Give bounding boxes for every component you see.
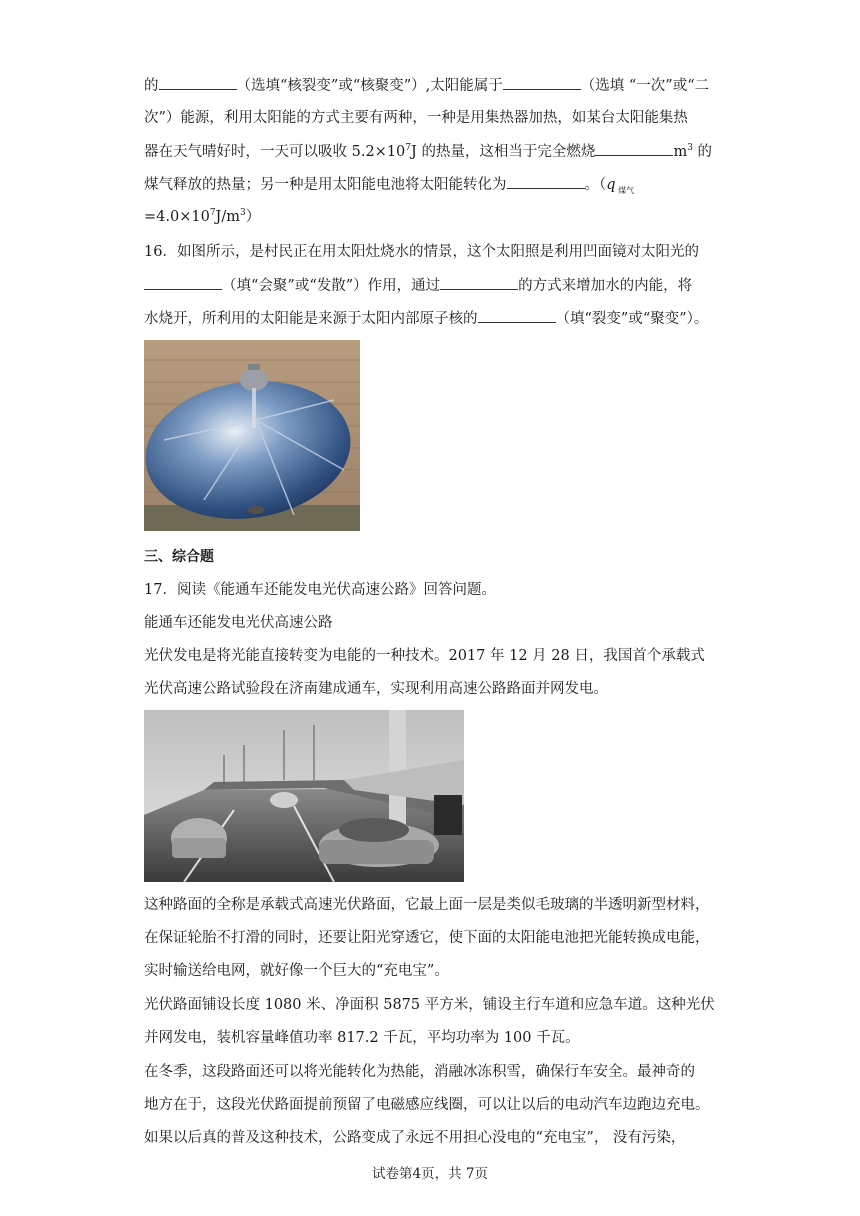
article-text: 光伏高速公路试验段在济南建成通车，实现利用高速公路路面并网发电。 [144, 681, 608, 697]
subscript: 煤气 [615, 185, 635, 195]
q15-text: J/m [215, 209, 240, 225]
answer-blank[interactable] [440, 275, 518, 290]
article-para-3-line-2 [144, 1028, 580, 1048]
q15-text: ） [245, 209, 261, 225]
q16-text: （填“裂变”或“聚变”）。 [555, 311, 709, 327]
article-para-2-line-2 [144, 928, 710, 948]
solar-highway-photo [144, 710, 464, 882]
q16-text: （填“会聚”或“发散”）作用，通过 [222, 278, 441, 294]
solar-highway-illustration [144, 710, 464, 882]
q15-text: 的 [144, 78, 159, 94]
exponent: 7 [405, 143, 412, 154]
article-para-1-line-1 [144, 646, 705, 666]
page-number: 试卷第4页，共 7页 [372, 1166, 488, 1182]
q17-text: 17．阅读《能通车还能发电光伏高速公路》回答问题。 [144, 582, 496, 598]
q15-text: m [673, 144, 688, 160]
article-text: 在冬季，这段路面还可以将光能转化为热能，消融冰冻积雪，确保行车安全。最神奇的 [144, 1064, 695, 1080]
q15-text: （选填“核裂变”或“核聚变”）,太阳能属于 [236, 78, 503, 94]
article-text: 地方在于，这段光伏路面提前预留了电磁感应线圈，可以让以后的电动汽车边跑边充电。 [144, 1097, 710, 1113]
article-text: 如果以后真的普及这种技术，公路变成了永远不用担心没电的“充电宝”， 没有污染， [144, 1130, 686, 1146]
article-para-2-line-1 [144, 895, 710, 915]
q15-text: 次”）能源，利用太阳能的方式主要有两种，一种是用集热器加热，如某台太阳能集热 [144, 110, 688, 126]
answer-blank[interactable] [507, 174, 585, 189]
answer-blank[interactable] [503, 75, 581, 90]
q15-text: 器在天气晴好时，一天可以吸收 5.2×10 [144, 144, 406, 160]
solar-cooker-illustration [144, 340, 360, 531]
q16-line-2 [144, 275, 692, 296]
q15-line-2 [144, 108, 688, 128]
article-title [144, 613, 333, 633]
answer-blank[interactable] [595, 141, 673, 156]
article-text: 光伏发电是将光能直接转变为电能的一种技术。2017 年 12 月 28 日，我国首个承载式 [144, 648, 705, 664]
q15-text: =4.0×10 [144, 209, 210, 225]
article-para-2-line-3 [144, 961, 449, 981]
q15-line-4 [144, 174, 634, 195]
section-title [144, 547, 214, 567]
q15-line-5 [144, 207, 260, 227]
q15-text: 的 [692, 144, 713, 160]
q16-line-1 [144, 242, 699, 262]
article-title-text: 能通车还能发电光伏高速公路 [144, 615, 333, 631]
exponent: 3 [240, 208, 246, 219]
section-title-text: 三、综合题 [144, 549, 214, 565]
exponent: 7 [209, 208, 216, 219]
q-symbol: q [606, 177, 616, 193]
article-text: 光伏路面铺设长度 1080 米、净面积 5875 平方米，铺设主行车道和应急车道。这种光伏 [144, 997, 715, 1013]
exponent: 3 [687, 143, 693, 154]
answer-blank[interactable] [478, 308, 556, 323]
q15-text: 煤气释放的热量；另一种是用太阳能电池将太阳能转化为 [144, 177, 507, 193]
article-text: 在保证轮胎不打滑的同时，还要让阳光穿透它，使下面的太阳能电池把光能转换成电能， [144, 930, 710, 946]
q15-text: （选填 “一次”或“二 [580, 78, 710, 94]
q16-text: 水烧开，所利用的太阳能是来源于太阳内部原子核的 [144, 311, 478, 327]
q16-line-3 [144, 308, 708, 329]
article-text: 并网发电，装机容量峰值功率 817.2 千瓦，平均功率为 100 千瓦。 [144, 1030, 580, 1046]
q15-line-3 [144, 141, 712, 162]
article-para-4-line-2 [144, 1095, 710, 1115]
q16-text: 的方式来增加水的内能，将 [518, 278, 693, 294]
q15-text: 。（ [584, 177, 607, 193]
q15-line-1 [144, 75, 709, 96]
article-text: 实时输送给电网，就好像一个巨大的“充电宝”。 [144, 963, 449, 979]
article-para-1-line-2 [144, 679, 608, 699]
article-para-4-line-3 [144, 1128, 685, 1148]
q15-text: J 的热量，这相当于完全燃烧 [411, 144, 596, 160]
article-para-3-line-1 [144, 995, 715, 1015]
answer-blank[interactable] [159, 75, 237, 90]
q17-intro [144, 580, 496, 600]
solar-cooker-photo [144, 340, 360, 531]
answer-blank[interactable] [144, 275, 222, 290]
article-text: 这种路面的全称是承载式高速光伏路面，它最上面一层是类似毛玻璃的半透明新型材料， [144, 897, 710, 913]
page-footer [0, 1162, 860, 1182]
q16-text: 16．如图所示，是村民正在用太阳灶烧水的情景，这个太阳照是利用凹面镜对太阳光的 [144, 244, 699, 260]
article-para-4-line-1 [144, 1062, 695, 1082]
